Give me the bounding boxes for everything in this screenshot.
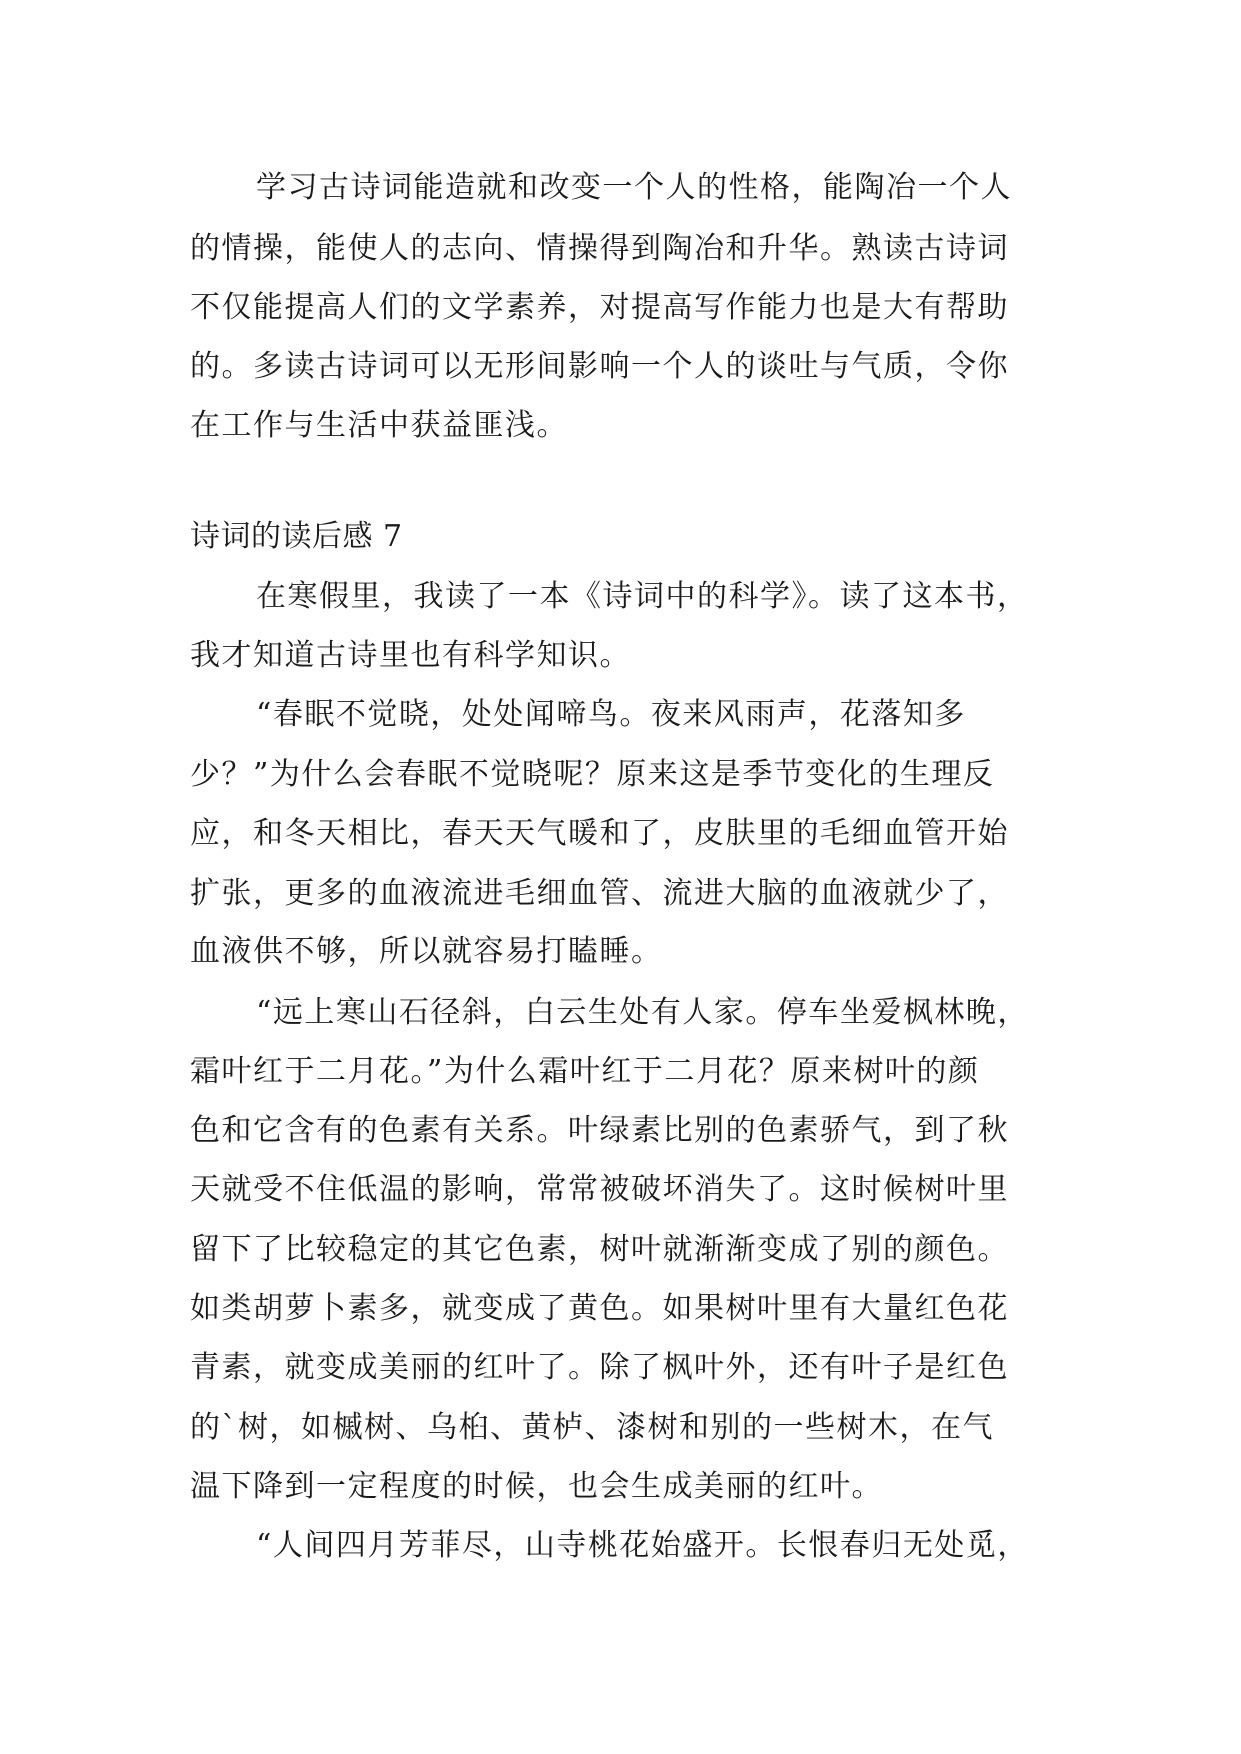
paragraph-line: 色和它含有的色素有关系。叶绿素比别的色素骄气，到了秋: [190, 1113, 1009, 1148]
paragraph-line: 学习古诗词能造就和改变一个人的性格，能陶冶一个人: [256, 170, 1012, 205]
paragraph-line: 在寒假里，我读了一本《诗词中的科学》。读了这本书，: [256, 579, 1029, 614]
paragraph-line: 少？”为什么会春眠不觉晓呢？原来这是季节变化的生理反: [190, 757, 995, 792]
paragraph-line: 天就受不住低温的影响，常常被破坏消失了。这时候树叶里: [190, 1172, 1009, 1207]
paragraph-line: 如类胡萝卜素多，就变成了黄色。如果树叶里有大量红色花: [190, 1291, 1009, 1326]
paragraph-line: “远上寒山石径斜，白云生处有人家。停车坐爱枫林晚，: [256, 995, 1029, 1030]
paragraph-line: 的`树，如槭树、乌桕、黄栌、漆树和别的一些树木，在气: [190, 1410, 994, 1445]
paragraph-line: 霜叶红于二月花。”为什么霜叶红于二月花？原来树叶的颜: [190, 1054, 980, 1089]
paragraph-line: 在工作与生活中获益匪浅。: [190, 408, 568, 443]
paragraph-line: 的。多读古诗词可以无形间影响一个人的谈吐与气质，令你: [190, 349, 1009, 384]
paragraph-line: 应，和冬天相比，春天天气暖和了，皮肤里的毛细血管开始: [190, 816, 1009, 851]
paragraph-line: 的情操，能使人的志向、情操得到陶冶和升华。熟读古诗词: [190, 231, 1009, 266]
paragraph-line: 扩张，更多的血液流进毛细血管、流进大脑的血液就少了，: [190, 876, 1009, 911]
section-heading: 诗词的读后感 7: [190, 519, 403, 554]
paragraph-line: “人间四月芳菲尽，山寺桃花始盛开。长恨春归无处觅，: [256, 1528, 1029, 1563]
paragraph-line: 我才知道古诗里也有科学知识。: [190, 638, 631, 673]
paragraph-line: 血液供不够，所以就容易打瞌睡。: [190, 934, 663, 969]
paragraph-line: 不仅能提高人们的文学素养，对提高写作能力也是大有帮助: [190, 290, 1009, 325]
paragraph-line: 留下了比较稳定的其它色素，树叶就渐渐变成了别的颜色。: [190, 1232, 1009, 1267]
paragraph-line: 温下降到一定程度的时候，也会生成美丽的红叶。: [190, 1469, 883, 1504]
paragraph-line: 青素，就变成美丽的红叶了。除了枫叶外，还有叶子是红色: [190, 1350, 1009, 1385]
paragraph-line: “春眠不觉晓，处处闻啼鸟。夜来风雨声，花落知多: [256, 697, 966, 732]
